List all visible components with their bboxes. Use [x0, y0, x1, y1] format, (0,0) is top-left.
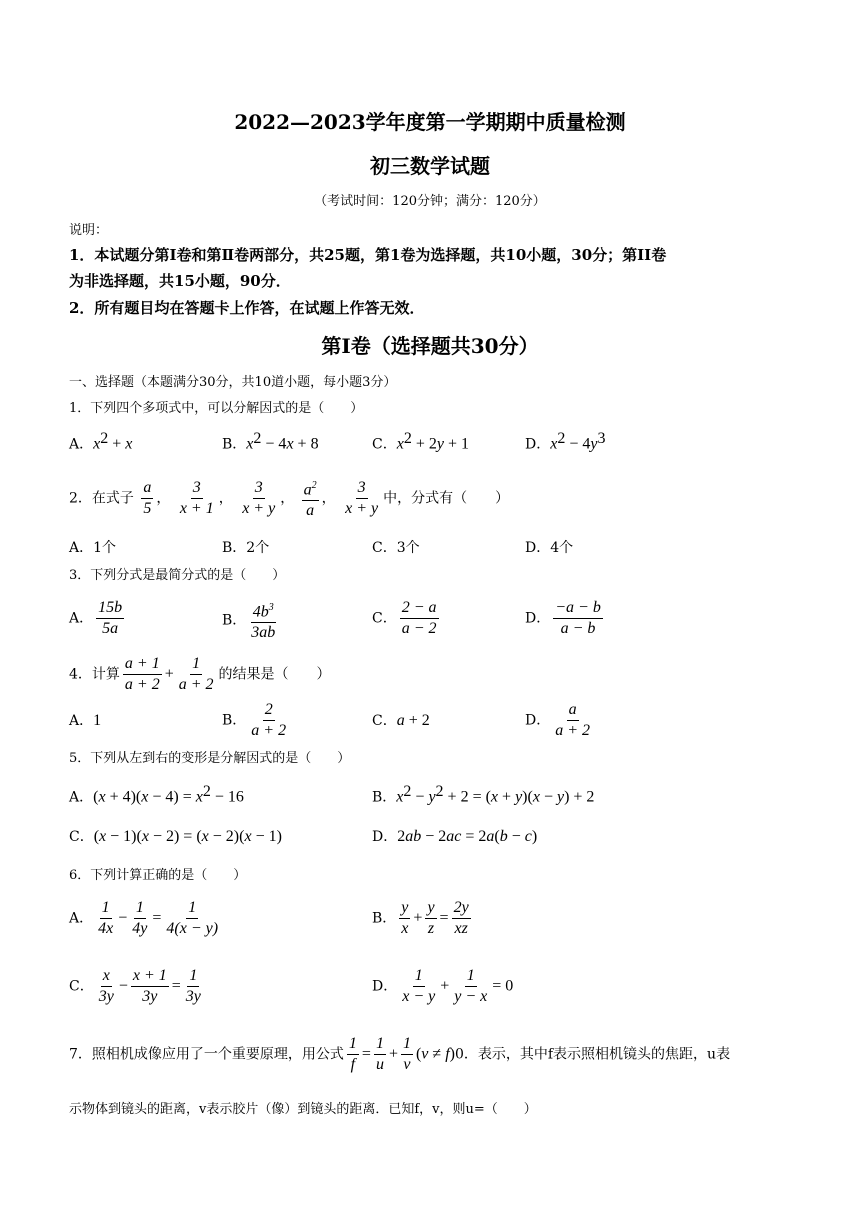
q1-option-c: C．$x^2 + 2y + 1$	[372, 430, 469, 453]
q6-stem: 6．下列计算正确的是（ ）	[69, 868, 247, 883]
q1-stem: 1．下列四个多项式中，可以分解因式的是（ ）	[69, 401, 364, 416]
exam-subtitle: 初三数学试题	[370, 154, 490, 178]
section-instruction: 一、选择题（本题满分30分，共10道小题，每小题3分）	[69, 375, 397, 390]
q3-stem: 3．下列分式是最简分式的是（ ）	[69, 568, 286, 583]
q5-stem: 5．下列从左到右的变形是分解因式的是（ ）	[69, 751, 351, 766]
q5-option-b: B．$x^2 - y^2 + 2 = (x + y)(x - y) + 2$	[372, 783, 595, 806]
note-line-2: 2．所有题目均在答题卡上作答，在试题上作答无效．	[69, 299, 425, 317]
q2-option-b: B．2个	[222, 540, 270, 556]
q2-option-c: C．3个	[372, 540, 420, 556]
q5-option-c: C．(x − 1)(x − 2) = (x − 2)(x − 1)	[69, 828, 282, 845]
exam-title: 2022—2023学年度第一学期期中质量检测	[234, 110, 626, 134]
q6-option-b: B． $\frac{y}{x}$ + $\frac{y}{z}$ = $\frac{2y}{xz}$	[372, 899, 469, 937]
q4-option-c: C．a + 2	[372, 712, 430, 729]
q1-option-b: B．$x^2 - 4x + 8$	[222, 430, 319, 453]
q2-stem: 2．在式子 $\frac{a}{5}$ ， $\frac{3}{x + 1}$ ， $\frac{3}{x + y}$ ， $\frac{a^2}{a}$ ， $\frac{3}{x + y}$ 中，分式有（ ）	[69, 476, 509, 521]
q6-option-a: A． $\frac{1}{4x}$ − $\frac{1}{4y}$ = $\frac{1}{4(x - y)}$	[69, 899, 219, 937]
note-line-1: 1．本试题分第Ⅰ卷和第Ⅱ卷两部分，共25题，第1卷为选择题，共10小题，30分；第II卷	[69, 246, 667, 264]
q1-option-d: D．$x^2 - 4y^3$	[525, 430, 606, 453]
q7-line-2: 示物体到镜头的距离，v表示胶片（像）到镜头的距离．已知f，v，则u=（ ）	[69, 1102, 537, 1117]
q3-option-c: C． $\frac{2 - a}{a - 2}$	[372, 599, 437, 637]
q2-option-d: D．4个	[525, 540, 574, 556]
section-title: 第Ⅰ卷（选择题共30分）	[321, 334, 539, 358]
note-line-1b: 为非选择题，共15小题，90分．	[69, 272, 291, 290]
q3-option-d: D． $\frac{-a - b}{a - b}$	[525, 599, 601, 637]
q3-option-a: A． $\frac{15b}{5a}$	[69, 599, 123, 637]
q4-option-b: B． $\frac{2}{a + 2}$	[222, 701, 287, 739]
exam-info: （考试时间：120分钟；满分：120分）	[314, 194, 546, 209]
q4-option-d: D． $\frac{a}{a + 2}$	[525, 701, 591, 739]
q6-option-c: C． $\frac{x}{3y}$ − $\frac{x + 1}{3y}$ = $\frac{1}{3y}$	[69, 967, 201, 1005]
q6-option-d: D． $\frac{1}{x - y}$ + $\frac{1}{y - x}$ = 0	[372, 967, 514, 1005]
q2-option-a: A．1个	[69, 540, 117, 556]
q5-option-a: A．$(x + 4)(x - 4) = x^2 - 16$	[69, 783, 244, 806]
q1-option-a: A．$x^2 + x$	[69, 430, 133, 453]
notes-label: 说明：	[69, 223, 109, 238]
q5-option-d: D．2ab − 2ac = 2a(b − c)	[372, 828, 538, 845]
q4-stem: 4．计算 $\frac{a + 1}{a + 2}$ + $\frac{1}{a + 2}$ 的结果是（ ）	[69, 655, 331, 693]
q4-option-a: A．1	[69, 712, 102, 729]
q7-stem: 7．照相机成像应用了一个重要原理，用公式 $\frac{1}{f}$ = $\frac{1}{u}$ + $\frac{1}{v}$ (v ≠ f)0．表示，其中f表示照相机镜头的焦距，u表	[69, 1035, 731, 1073]
q3-option-b: B． $\frac{4b^3}{3ab}$	[222, 598, 280, 643]
